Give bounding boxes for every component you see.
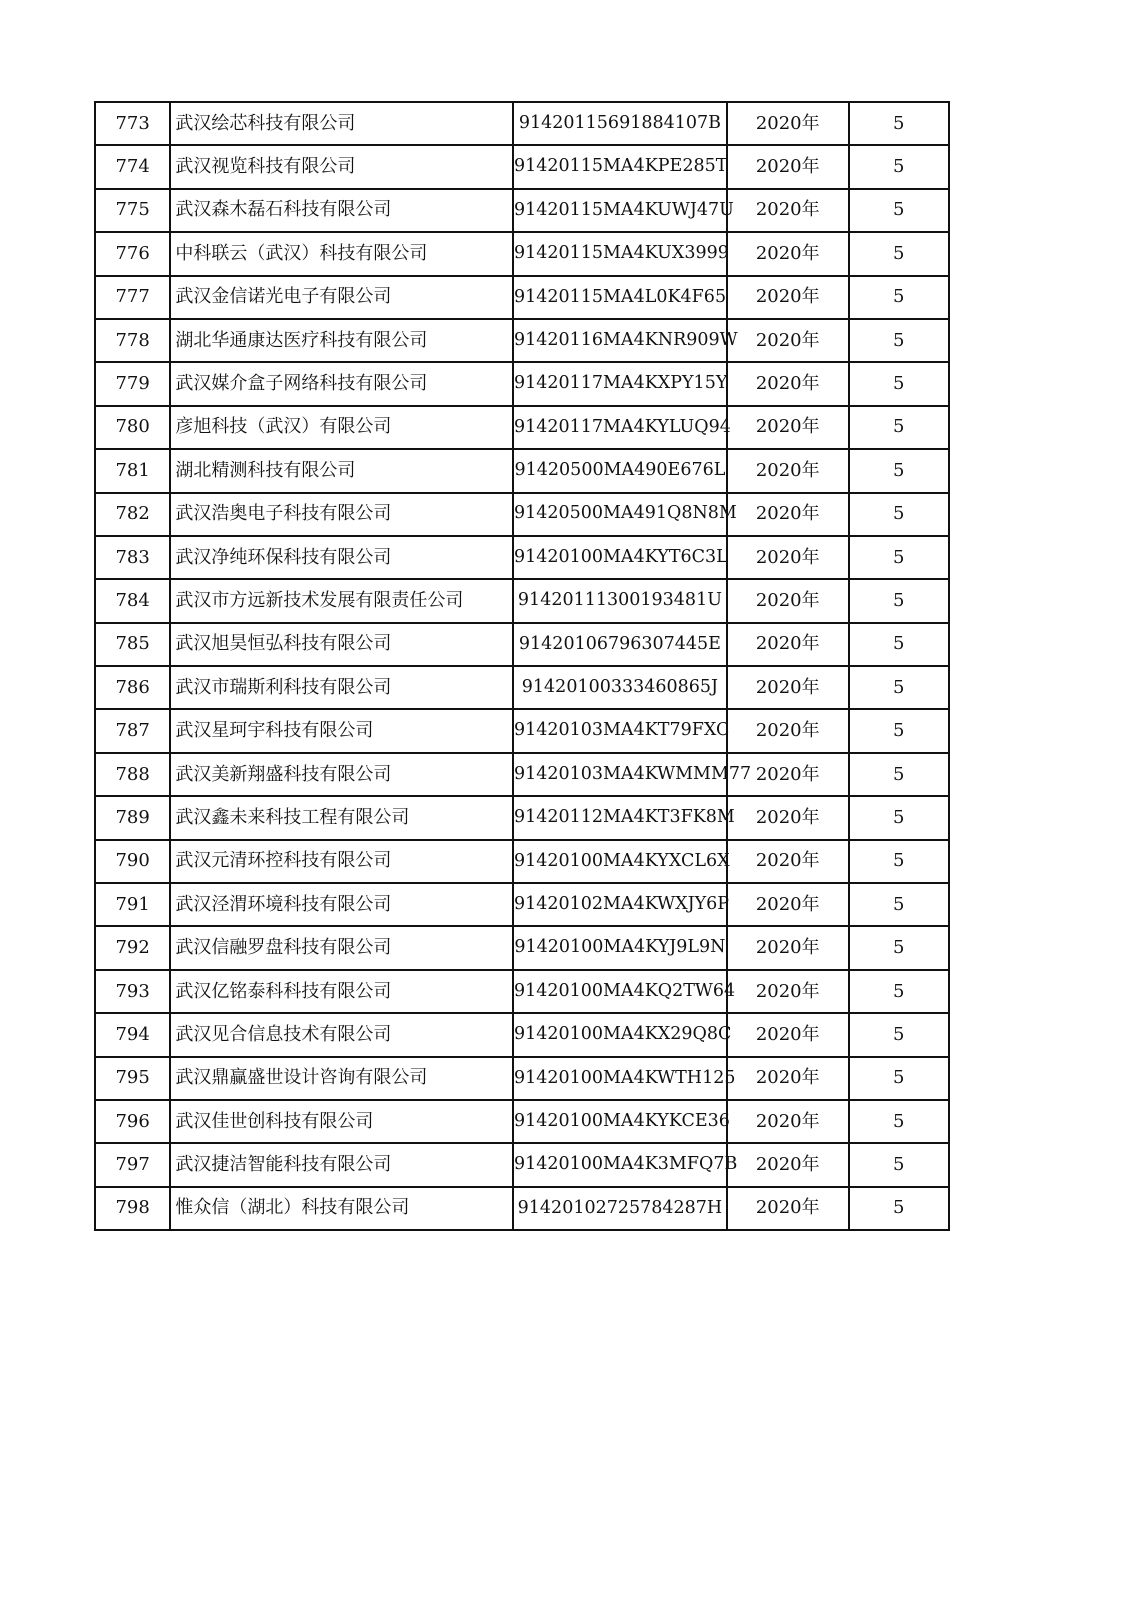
row-number-cell: 793 [95,970,170,1013]
row-number-cell: 791 [95,883,170,926]
value-cell: 5 [849,579,950,622]
company-name-cell: 武汉媒介盒子网络科技有限公司 [170,362,513,405]
credit-code-cell: 91420117MA4KYLUQ94 [513,406,727,449]
row-number-cell: 783 [95,536,170,579]
credit-code-cell: 91420500MA490E676L [513,449,727,492]
company-name-cell: 武汉市方远新技术发展有限责任公司 [170,579,513,622]
credit-code-cell: 91420115MA4KPE285T [513,145,727,188]
company-name-cell: 惟众信（湖北）科技有限公司 [170,1187,513,1230]
row-number-cell: 792 [95,926,170,969]
year-cell: 2020年 [727,1013,849,1056]
year-cell: 2020年 [727,579,849,622]
table-row [95,1057,949,1100]
value-cell: 5 [849,709,950,752]
year-cell: 2020年 [727,1057,849,1100]
table-row [95,189,949,232]
company-name-cell: 彦旭科技（武汉）有限公司 [170,406,513,449]
credit-code-cell: 91420100MA4KX29Q8C [513,1013,727,1056]
company-name-cell: 武汉捷洁智能科技有限公司 [170,1143,513,1186]
table-row [95,145,949,188]
year-cell: 2020年 [727,623,849,666]
year-cell: 2020年 [727,796,849,839]
credit-code-cell: 91420102MA4KWXJY6P [513,883,727,926]
credit-code-cell: 91420112MA4KT3FK8M [513,796,727,839]
table-row [95,362,949,405]
company-name-cell: 湖北精测科技有限公司 [170,449,513,492]
credit-code-cell: 91420100MA4KYJ9L9N [513,926,727,969]
credit-code-cell: 91420115691884107B [513,102,727,145]
company-name-cell: 武汉视览科技有限公司 [170,145,513,188]
table-row [95,970,949,1013]
year-cell: 2020年 [727,926,849,969]
table-row [95,709,949,752]
credit-code-cell: 91420115MA4L0K4F65 [513,276,727,319]
credit-code-cell: 91420100MA4KYKCE36 [513,1100,727,1143]
year-cell: 2020年 [727,1187,849,1230]
table-row [95,666,949,709]
company-name-cell: 武汉佳世创科技有限公司 [170,1100,513,1143]
value-cell: 5 [849,189,950,232]
credit-code-cell: 91420100333460865J [513,666,727,709]
company-name-cell: 武汉鑫未来科技工程有限公司 [170,796,513,839]
credit-code-cell: 91420500MA491Q8N8M [513,493,727,536]
table-row [95,840,949,883]
value-cell: 5 [849,1013,950,1056]
company-name-cell: 武汉旭昊恒弘科技有限公司 [170,623,513,666]
company-table [94,101,950,1231]
table-row [95,1100,949,1143]
credit-code-cell: 91420115MA4KUX3999 [513,232,727,275]
company-name-cell: 武汉美新翔盛科技有限公司 [170,753,513,796]
value-cell: 5 [849,232,950,275]
table-row [95,883,949,926]
row-number-cell: 795 [95,1057,170,1100]
row-number-cell: 774 [95,145,170,188]
row-number-cell: 777 [95,276,170,319]
value-cell: 5 [849,1143,950,1186]
company-name-cell: 武汉鼎赢盛世设计咨询有限公司 [170,1057,513,1100]
row-number-cell: 789 [95,796,170,839]
company-name-cell: 武汉见合信息技术有限公司 [170,1013,513,1056]
row-number-cell: 776 [95,232,170,275]
year-cell: 2020年 [727,666,849,709]
credit-code-cell: 91420100MA4KYXCL6X [513,840,727,883]
value-cell: 5 [849,1187,950,1230]
credit-code-cell: 91420111300193481U [513,579,727,622]
company-name-cell: 武汉星珂宇科技有限公司 [170,709,513,752]
value-cell: 5 [849,362,950,405]
year-cell: 2020年 [727,406,849,449]
year-cell: 2020年 [727,970,849,1013]
value-cell: 5 [849,276,950,319]
credit-code-cell: 91420115MA4KUWJ47U [513,189,727,232]
row-number-cell: 790 [95,840,170,883]
company-name-cell: 武汉金信诺光电子有限公司 [170,276,513,319]
company-name-cell: 武汉泾渭环境科技有限公司 [170,883,513,926]
value-cell: 5 [849,926,950,969]
credit-code-cell: 91420103MA4KT79FXC [513,709,727,752]
table-row [95,579,949,622]
table-row [95,449,949,492]
year-cell: 2020年 [727,753,849,796]
row-number-cell: 784 [95,579,170,622]
value-cell: 5 [849,883,950,926]
year-cell: 2020年 [727,232,849,275]
company-name-cell: 武汉亿铭泰科科技有限公司 [170,970,513,1013]
company-name-cell: 武汉森木磊石科技有限公司 [170,189,513,232]
value-cell: 5 [849,1057,950,1100]
row-number-cell: 781 [95,449,170,492]
table-body [95,102,949,1230]
row-number-cell: 782 [95,493,170,536]
credit-code-cell: 91420100MA4K3MFQ7B [513,1143,727,1186]
table-row [95,1187,949,1230]
row-number-cell: 775 [95,189,170,232]
value-cell: 5 [849,145,950,188]
row-number-cell: 786 [95,666,170,709]
company-name-cell: 湖北华通康达医疗科技有限公司 [170,319,513,362]
table-row [95,926,949,969]
year-cell: 2020年 [727,883,849,926]
company-name-cell: 武汉元清环控科技有限公司 [170,840,513,883]
value-cell: 5 [849,840,950,883]
table-row [95,1143,949,1186]
year-cell: 2020年 [727,362,849,405]
year-cell: 2020年 [727,709,849,752]
year-cell: 2020年 [727,189,849,232]
table-row [95,1013,949,1056]
table-row [95,623,949,666]
credit-code-cell: 91420106796307445E [513,623,727,666]
row-number-cell: 797 [95,1143,170,1186]
year-cell: 2020年 [727,840,849,883]
row-number-cell: 778 [95,319,170,362]
row-number-cell: 773 [95,102,170,145]
year-cell: 2020年 [727,102,849,145]
table-row [95,493,949,536]
value-cell: 5 [849,493,950,536]
value-cell: 5 [849,406,950,449]
value-cell: 5 [849,666,950,709]
value-cell: 5 [849,536,950,579]
row-number-cell: 788 [95,753,170,796]
year-cell: 2020年 [727,493,849,536]
year-cell: 2020年 [727,1143,849,1186]
table-row [95,796,949,839]
table-row [95,232,949,275]
row-number-cell: 794 [95,1013,170,1056]
credit-code-cell: 91420117MA4KXPY15Y [513,362,727,405]
year-cell: 2020年 [727,1100,849,1143]
credit-code-cell: 91420103MA4KWMMM77 [513,753,727,796]
value-cell: 5 [849,623,950,666]
credit-code-cell: 91420100MA4KWTH125 [513,1057,727,1100]
value-cell: 5 [849,970,950,1013]
company-name-cell: 武汉市瑞斯利科技有限公司 [170,666,513,709]
table-row [95,536,949,579]
year-cell: 2020年 [727,276,849,319]
row-number-cell: 787 [95,709,170,752]
value-cell: 5 [849,319,950,362]
company-name-cell: 武汉浩奥电子科技有限公司 [170,493,513,536]
table-row [95,406,949,449]
row-number-cell: 780 [95,406,170,449]
value-cell: 5 [849,1100,950,1143]
company-name-cell: 武汉信融罗盘科技有限公司 [170,926,513,969]
credit-code-cell: 91420102725784287H [513,1187,727,1230]
credit-code-cell: 91420116MA4KNR909W [513,319,727,362]
row-number-cell: 779 [95,362,170,405]
company-name-cell: 中科联云（武汉）科技有限公司 [170,232,513,275]
year-cell: 2020年 [727,536,849,579]
table-row [95,319,949,362]
year-cell: 2020年 [727,319,849,362]
year-cell: 2020年 [727,449,849,492]
credit-code-cell: 91420100MA4KYT6C3L [513,536,727,579]
year-cell: 2020年 [727,145,849,188]
company-name-cell: 武汉绘芯科技有限公司 [170,102,513,145]
row-number-cell: 798 [95,1187,170,1230]
value-cell: 5 [849,753,950,796]
table-row [95,276,949,319]
credit-code-cell: 91420100MA4KQ2TW64 [513,970,727,1013]
value-cell: 5 [849,796,950,839]
row-number-cell: 796 [95,1100,170,1143]
table-row [95,753,949,796]
company-name-cell: 武汉净纯环保科技有限公司 [170,536,513,579]
value-cell: 5 [849,449,950,492]
value-cell: 5 [849,102,950,145]
table-row [95,102,949,145]
row-number-cell: 785 [95,623,170,666]
